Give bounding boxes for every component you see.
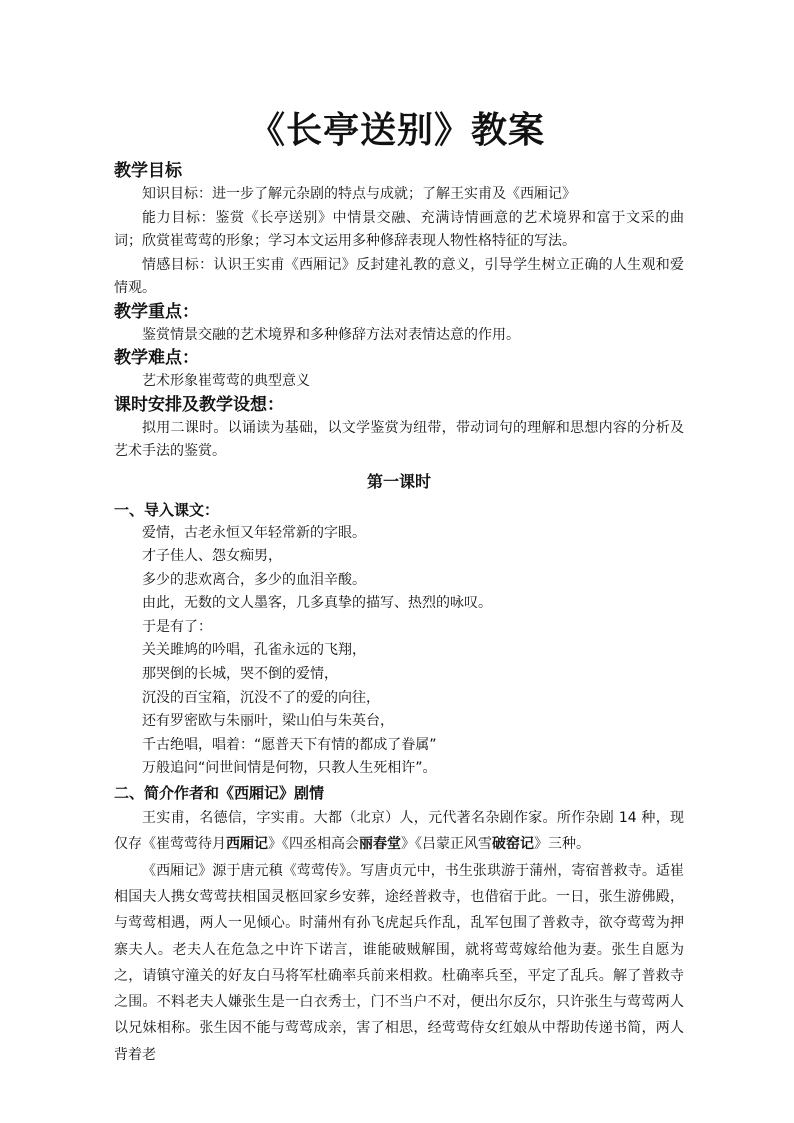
poem-line: 关关雎鸠的吟唱，孔雀永远的飞翔， [142, 642, 366, 659]
paragraph-difficulty: 艺术形象崔莺莺的典型意义 [142, 373, 310, 389]
section-heading-schedule: 课时安排及教学设想： [114, 394, 284, 415]
paragraph-emotion-goal: 情感目标：认识王实甫《西厢记》反封建礼教的意义，引导学生树立正确的人生观和爱情观。 [114, 256, 684, 296]
section-heading-difficulty: 教学难点： [114, 348, 199, 368]
paragraph-ability-goal: 能力目标：鉴赏《长亭送别》中情景交融、充满诗情画意的艺术境界和富于文采的曲词；欣赏崔莺莺的形象；学习本文运用多种修辞表现人物性格特征的写法。 [114, 209, 684, 249]
poem-line: 千古绝唱，唱着：“愿普天下有情的都成了眷属” [142, 736, 437, 753]
poem-line: 由此，无数的文人墨客，几多真挚的描写、热烈的咏叹。 [142, 595, 492, 612]
intro-poem [114, 522, 684, 782]
bold-title: 丽春堂 [359, 836, 401, 853]
paragraph-author-intro [114, 805, 684, 858]
bold-title: 西厢记 [226, 836, 268, 853]
poem-line: 才子佳人、怨女痴男， [142, 548, 282, 565]
text-span: 》《四丞相高会 [268, 836, 359, 853]
paragraph-key-point: 鉴赏情景交融的艺术境界和多种修辞方法对表情达意的作用。 [142, 326, 520, 343]
text-span: 》《吕蒙正风雪 [401, 836, 492, 853]
author-section [114, 805, 684, 1068]
poem-line: 于是有了： [142, 618, 212, 635]
page-title: 《长亭送别》教案 [248, 110, 545, 151]
text-span: 王实甫，名德信，字实甫。大都（北京）人，元代著名杂剧作家。所作杂剧 14 种，现仅存《崔莺莺待月 [114, 810, 684, 853]
section-heading-goals: 教学目标 [114, 161, 182, 181]
text-span: 》三种。 [534, 836, 590, 853]
paragraph-schedule: 拟用二课时。以诵读为基础，以文学鉴赏为纽带，带动词句的理解和思想内容的分析及艺术手法的鉴赏。 [114, 419, 684, 459]
lesson-heading: 第一课时 [366, 471, 431, 491]
poem-line: 还有罗密欧与朱丽叶，梁山伯与朱英台， [142, 713, 394, 730]
section-heading-key-point: 教学重点： [114, 301, 199, 322]
bold-title: 破窑记 [492, 836, 534, 853]
poem-line: 爱情，古老永恒又年轻常新的字眼。 [142, 524, 366, 541]
section-heading-intro: 一、导入课文： [114, 500, 220, 519]
poem-line: 那哭倒的长城，哭不倒的爱情， [142, 666, 338, 683]
document-body [114, 160, 684, 1068]
poem-line: 沉没的百宝箱，沉没不了的爱的向往， [142, 689, 380, 706]
paragraph-knowledge-goal: 知识目标：进一步了解元杂剧的特点与成就；了解王实甫及《西厢记》 [142, 186, 576, 202]
paragraph-plot-summary: 《西厢记》源于唐元稹《莺莺传》。写唐贞元中，书生张珙游于蒲州，寄宿普救寺。适崔相国夫人携女莺莺扶相国灵柩回家乡安葬，途经普救寺，也借宿于此。一日，张生游佛殿，与莺莺相遇，两人一见倾心。时蒲州有孙飞虎起兵作乱，乱军包围了普救寺，欲夺莺莺为押寨夫人。老夫人在危急之中许下诺言，谁能破贼解围，就将莺莺嫁给他为妻。张生自愿为之，请镇守潼关的好友白马将军杜确率兵前来相救。杜确率兵至，平定了乱兵。解了普救寺之围。不料老夫人嫌张生是一白衣秀士，门不当户不对，便出尔反尔，只许张生与莺莺两人以兄妹相称。张生因不能与莺莺成亲，害了相思，经莺莺侍女红娘从中帮助传递书简，两人背着老 [114, 862, 684, 1063]
section-heading-author: 二、简介作者和《西厢记》剧情 [114, 784, 325, 803]
poem-line: 万般追问“问世间情是何物，只教人生死相许”。 [142, 760, 437, 777]
poem-line: 多少的悲欢离合，多少的血泪辛酸。 [142, 571, 366, 588]
